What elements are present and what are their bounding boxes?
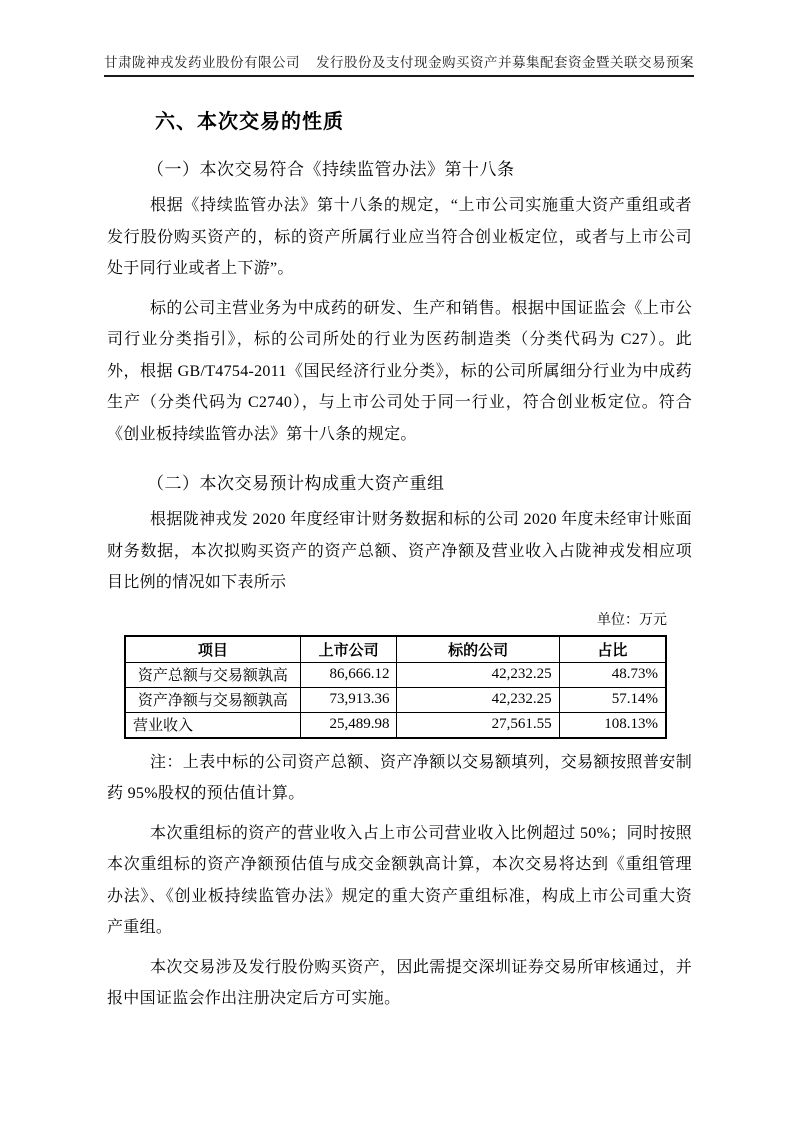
paragraph: 本次交易涉及发行股份购买资产，因此需提交深圳证券交易所审核通过，并报中国证监会作出注册决定后方可实施。	[107, 958, 692, 1007]
cell-item: 资产净额与交易额孰高	[125, 687, 300, 712]
subsection-heading-1: （一）本次交易符合《持续监管办法》第十八条	[147, 160, 515, 179]
cell-listed: 25,489.98	[300, 712, 397, 738]
column-header-item: 项目	[125, 636, 300, 663]
cell-item: 营业收入	[125, 712, 300, 738]
header-document-title: 发行股份及支付现金购买资产并募集配套资金暨关联交易预案	[316, 55, 694, 70]
column-header-target: 标的公司	[397, 636, 559, 663]
header-company-name: 甘肃陇神戎发药业股份有限公司	[104, 55, 300, 70]
cell-ratio: 108.13%	[559, 712, 666, 738]
section-title: 六、本次交易的性质	[155, 111, 344, 133]
table-row	[125, 687, 666, 712]
column-header-ratio: 占比	[559, 636, 666, 663]
paragraph: 根据陇神戎发 2020 年度经审计财务数据和标的公司 2020 年度未经审计账面财务数据，本次拟购买资产的资产总额、资产净额及营业收入占陇神戎发相应项目比例的情况如下表所示	[107, 511, 692, 591]
cell-target: 42,232.25	[397, 687, 559, 712]
table-unit-label: 单位：万元	[597, 612, 667, 628]
column-header-listed: 上市公司	[300, 636, 397, 663]
financial-ratio-table	[124, 635, 667, 739]
paragraph: 根据《持续监管办法》第十八条的规定，“上市公司实施重大资产重组或者发行股份购买资产的，标的资产所属行业应当符合创业板定位，或者与上市公司处于同行业或者上下游”。	[107, 197, 692, 277]
table-row	[125, 712, 666, 738]
cell-target: 27,561.55	[397, 712, 559, 738]
page-header	[104, 51, 694, 77]
table-header-row	[125, 636, 666, 663]
cell-ratio: 48.73%	[559, 662, 666, 687]
cell-listed: 86,666.12	[300, 662, 397, 687]
cell-listed: 73,913.36	[300, 687, 397, 712]
table-note: 注：上表中标的公司资产总额、资产净额以交易额填列，交易额按照普安制药 95%股权的预估值计算。	[107, 753, 692, 802]
paragraph: 标的公司主营业务为中成药的研发、生产和销售。根据中国证监会《上市公司行业分类指引》，标的公司所处的行业为医药制造类（分类代码为 C27）。此外，根据 GB/T4754-2011《国民经济行业分类》，标的公司所属细分行业为中成药生产（分类代码为 C2740），与上市公司处于同一行业，符合创业板定位。符合《创业板持续监管办法》第十八条的规定。	[107, 299, 692, 443]
document-body	[107, 92, 692, 1015]
table-row	[125, 662, 666, 687]
cell-ratio: 57.14%	[559, 687, 666, 712]
paragraph: 本次重组标的资产的营业收入占上市公司营业收入比例超过 50%；同时按照本次重组标的资产净额预估值与成交金额孰高计算，本次交易将达到《重组管理办法》、《创业板持续监管办法》规定的重大资产重组标准，构成上市公司重大资产重组。	[107, 824, 692, 936]
cell-item: 资产总额与交易额孰高	[125, 662, 300, 687]
cell-target: 42,232.25	[397, 662, 559, 687]
subsection-heading-2: （二）本次交易预计构成重大资产重组	[147, 474, 445, 493]
